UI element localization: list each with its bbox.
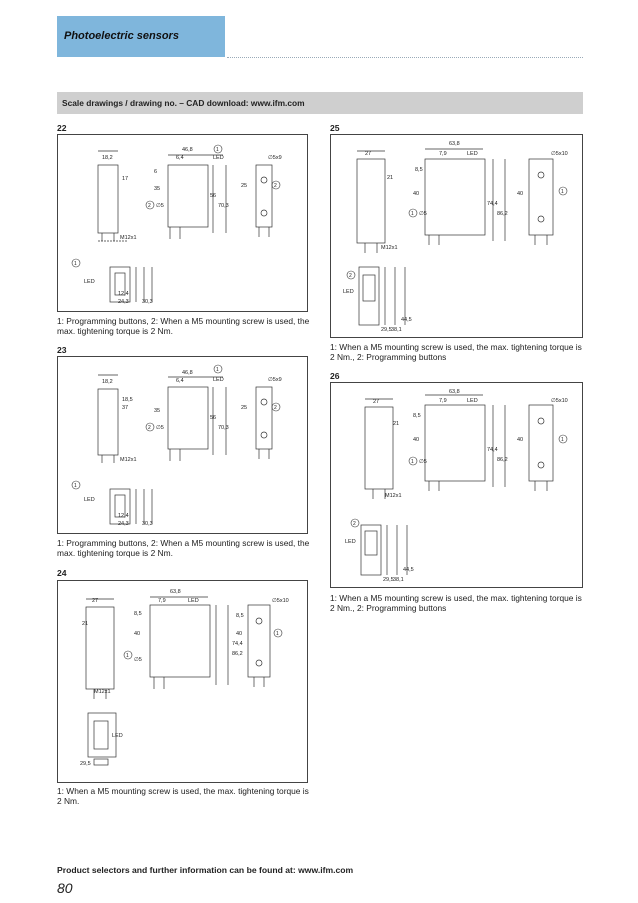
dim-label: 46,8 xyxy=(182,370,193,376)
figure-caption: 1: Programming buttons, 2: When a M5 mounting screw is used, the max. tightening torque is 2 Nm. xyxy=(57,316,310,336)
footer-note: Product selectors and further information can be found at: www.ifm.com xyxy=(57,865,354,875)
figure-caption: 1: When a M5 mounting screw is used, the max. tightening torque is 2 Nm. xyxy=(57,786,309,806)
dim-label: 63,8 xyxy=(170,589,181,595)
dim-label: 25 xyxy=(241,405,248,411)
dim-label: 7,9 xyxy=(158,598,166,604)
dim-label: ∅5x10 xyxy=(551,398,568,404)
led-label: LED xyxy=(345,539,356,545)
thread-label: M12x1 xyxy=(94,689,111,695)
dim-label: 8,5 xyxy=(134,611,142,617)
svg-text:2: 2 xyxy=(148,425,151,431)
scale-drawing xyxy=(331,135,582,337)
dim-label: 29,5 xyxy=(381,327,392,333)
thread-label: M12x1 xyxy=(385,493,402,499)
dim-label: 18,2 xyxy=(102,379,113,385)
dim-label: 6,4 xyxy=(176,155,184,161)
svg-text:2: 2 xyxy=(349,273,352,279)
thread-label: M12x1 xyxy=(381,245,398,251)
svg-text:1: 1 xyxy=(561,437,564,443)
dim-label: 70,3 xyxy=(218,425,229,431)
dim-label: 70,3 xyxy=(218,203,229,209)
svg-text:2: 2 xyxy=(353,521,356,527)
dim-label: 12,4 xyxy=(118,291,129,297)
scale-drawing xyxy=(58,581,307,782)
svg-text:1: 1 xyxy=(276,631,279,637)
svg-text:2: 2 xyxy=(274,183,277,189)
dim-label: 17 xyxy=(122,176,129,182)
figure-frame xyxy=(330,382,583,588)
dim-label: 7,9 xyxy=(439,398,447,404)
dim-label: 29,5 xyxy=(80,761,91,767)
scale-drawing xyxy=(331,383,582,587)
figure-frame xyxy=(57,356,308,534)
dim-label: 44,5 xyxy=(401,317,412,323)
svg-text:1: 1 xyxy=(216,367,219,373)
dim-label: 74,4 xyxy=(487,447,498,453)
dim-label: 8,5 xyxy=(413,413,421,419)
led-label: LED xyxy=(84,279,95,285)
dim-label: 21 xyxy=(387,175,394,181)
led-label: LED xyxy=(467,151,478,157)
figure-number: 23 xyxy=(57,345,67,355)
figure-frame xyxy=(330,134,583,338)
dim-label: ∅5 xyxy=(419,459,427,465)
dim-label: 37 xyxy=(122,405,129,411)
led-label: LED xyxy=(213,155,224,161)
dim-label: 25 xyxy=(241,183,248,189)
thread-label: M12x1 xyxy=(120,235,137,241)
dim-label: 40 xyxy=(236,631,243,637)
thread-label: M12x1 xyxy=(120,457,137,463)
dim-label: 21 xyxy=(82,621,89,627)
figure-number: 25 xyxy=(330,123,340,133)
dim-label: 56 xyxy=(210,193,217,199)
figure-frame xyxy=(57,580,308,783)
dim-label: 30,3 xyxy=(142,299,153,305)
svg-text:2: 2 xyxy=(274,405,277,411)
figure-caption: 1: When a M5 mounting screw is used, the max. tightening torque is 2 Nm., 2: Programming buttons xyxy=(330,593,582,613)
header-divider xyxy=(227,57,583,58)
dim-label: 86,2 xyxy=(497,211,508,217)
dim-label: 21 xyxy=(393,421,400,427)
svg-text:1: 1 xyxy=(126,653,129,659)
led-label: LED xyxy=(213,377,224,383)
dim-label: 27 xyxy=(373,399,380,405)
dim-label: 40 xyxy=(134,631,141,637)
page-number: 80 xyxy=(57,880,73,896)
led-label: LED xyxy=(84,497,95,503)
figure-number: 24 xyxy=(57,568,67,578)
dim-label: 35 xyxy=(154,186,161,192)
scale-drawing xyxy=(58,357,307,533)
svg-text:1: 1 xyxy=(411,459,414,465)
dim-label: 38,1 xyxy=(391,327,402,333)
dim-label: 46,8 xyxy=(182,147,193,153)
dim-label: 6,4 xyxy=(176,378,184,384)
led-label: LED xyxy=(188,598,199,604)
dim-label: ∅5 xyxy=(419,211,427,217)
dim-label: 8,5 xyxy=(415,167,423,173)
section-title: Scale drawings / drawing no. – CAD download: www.ifm.com xyxy=(62,98,305,108)
svg-text:2: 2 xyxy=(148,203,151,209)
figure-caption: 1: Programming buttons, 2: When a M5 mounting screw is used, the max. tightening torque is 2 Nm. xyxy=(57,538,310,558)
led-label: LED xyxy=(467,398,478,404)
figure-frame xyxy=(57,134,308,312)
dim-label: 6 xyxy=(154,169,158,175)
dim-label: 38,1 xyxy=(393,577,404,583)
dim-label: 63,8 xyxy=(449,389,460,395)
dim-label: 63,8 xyxy=(449,141,460,147)
dim-label: 40 xyxy=(413,437,420,443)
dim-label: 8,5 xyxy=(236,613,244,619)
svg-text:1: 1 xyxy=(74,261,77,267)
led-label: LED xyxy=(112,733,123,739)
dim-label: 56 xyxy=(210,415,217,421)
dim-label: ∅5x10 xyxy=(551,151,568,157)
dim-label: 40 xyxy=(517,191,524,197)
svg-text:1: 1 xyxy=(411,211,414,217)
figure-number: 22 xyxy=(57,123,67,133)
svg-text:1: 1 xyxy=(74,483,77,489)
led-label: LED xyxy=(343,289,354,295)
dim-label: 40 xyxy=(413,191,420,197)
figure-caption: 1: When a M5 mounting screw is used, the max. tightening torque is 2 Nm., 2: Programming buttons xyxy=(330,342,582,362)
dim-label: 27 xyxy=(92,598,99,604)
dim-label: 86,2 xyxy=(497,457,508,463)
dim-label: ∅5x10 xyxy=(272,598,289,604)
figure-number: 26 xyxy=(330,371,340,381)
dim-label: 18,2 xyxy=(102,155,113,161)
dim-label: 18,5 xyxy=(122,397,133,403)
dim-label: ∅5 xyxy=(156,203,164,209)
dim-label: 44,5 xyxy=(403,567,414,573)
dim-label: 7,9 xyxy=(439,151,447,157)
dim-label: 40 xyxy=(517,437,524,443)
dim-label: 24,3 xyxy=(118,299,129,305)
dim-label: 74,4 xyxy=(232,641,243,647)
dim-label: 12,4 xyxy=(118,513,129,519)
dim-label: ∅5x9 xyxy=(268,155,282,161)
dim-label: 29,5 xyxy=(383,577,394,583)
dim-label: 35 xyxy=(154,408,161,414)
dim-label: 86,2 xyxy=(232,651,243,657)
dim-label: 27 xyxy=(365,151,372,157)
dim-label: 74,4 xyxy=(487,201,498,207)
scale-drawing xyxy=(58,135,307,311)
dim-label: ∅5 xyxy=(156,425,164,431)
dim-label: ∅5x9 xyxy=(268,377,282,383)
svg-text:1: 1 xyxy=(216,147,219,153)
svg-text:1: 1 xyxy=(561,189,564,195)
dim-label: 30,3 xyxy=(142,521,153,527)
dim-label: ∅5 xyxy=(134,657,142,663)
page-title: Photoelectric sensors xyxy=(64,30,179,42)
dim-label: 24,3 xyxy=(118,521,129,527)
